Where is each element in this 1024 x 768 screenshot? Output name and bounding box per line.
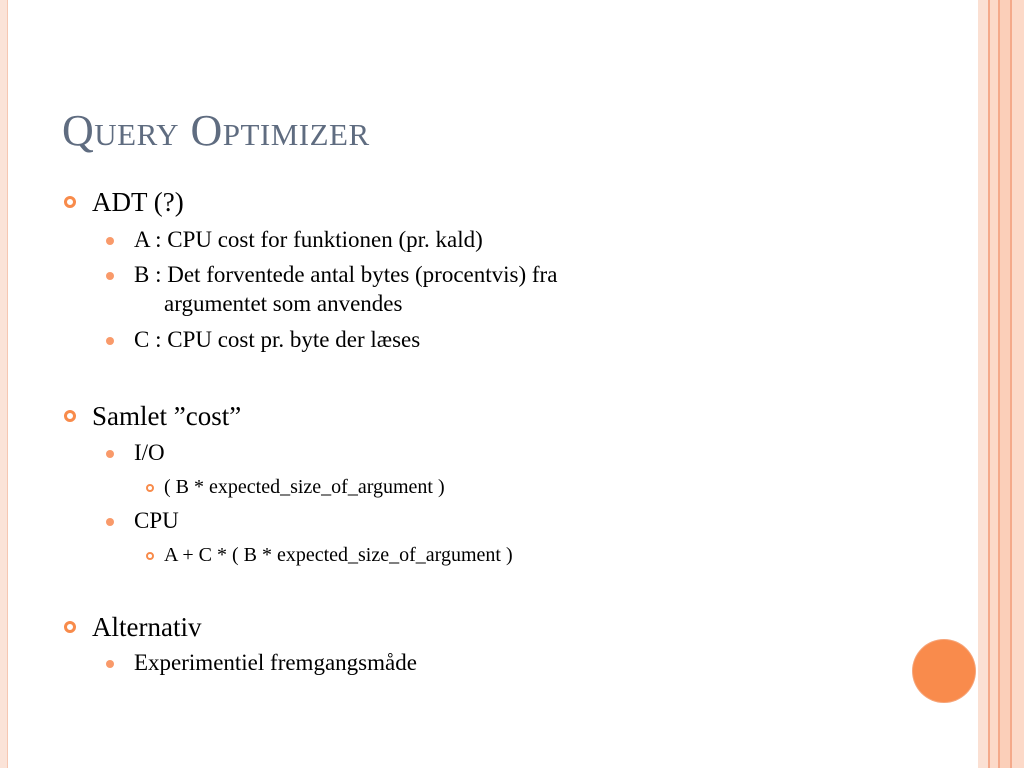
level1-bullet-icon — [64, 196, 76, 208]
list-item: B : Det forventede antal bytes (procentvis) fra — [134, 262, 558, 287]
list-item: Experimentiel fremgangsmåde — [134, 650, 417, 675]
list-item: C : CPU cost pr. byte der læses — [134, 327, 421, 352]
level2-bullet-icon — [106, 660, 114, 668]
level2-bullet-icon — [106, 450, 114, 458]
section-heading: ADT (?) — [92, 187, 184, 217]
sub-list-item: A + C * ( B * expected_size_of_argument ) — [164, 544, 513, 566]
list-item: CPU — [134, 508, 179, 533]
level3-bullet-icon — [146, 484, 154, 492]
level2-bullet-icon — [106, 337, 114, 345]
list-item: I/O — [134, 440, 165, 465]
level1-bullet-icon — [64, 410, 76, 422]
level1-bullet-icon — [64, 621, 76, 633]
level3-bullet-icon — [146, 552, 154, 560]
level2-bullet-icon — [106, 272, 114, 280]
list-item-continuation: argumentet som anvendes — [164, 291, 403, 316]
list-item: A : CPU cost for funktionen (pr. kald) — [134, 227, 483, 252]
slide-title: Query Optimizer — [62, 106, 370, 155]
level2-bullet-icon — [106, 518, 114, 526]
section-heading: Alternativ — [92, 612, 202, 642]
sub-list-item: ( B * expected_size_of_argument ) — [164, 476, 445, 498]
level2-bullet-icon — [106, 237, 114, 245]
section-heading: Samlet ”cost” — [92, 401, 242, 431]
